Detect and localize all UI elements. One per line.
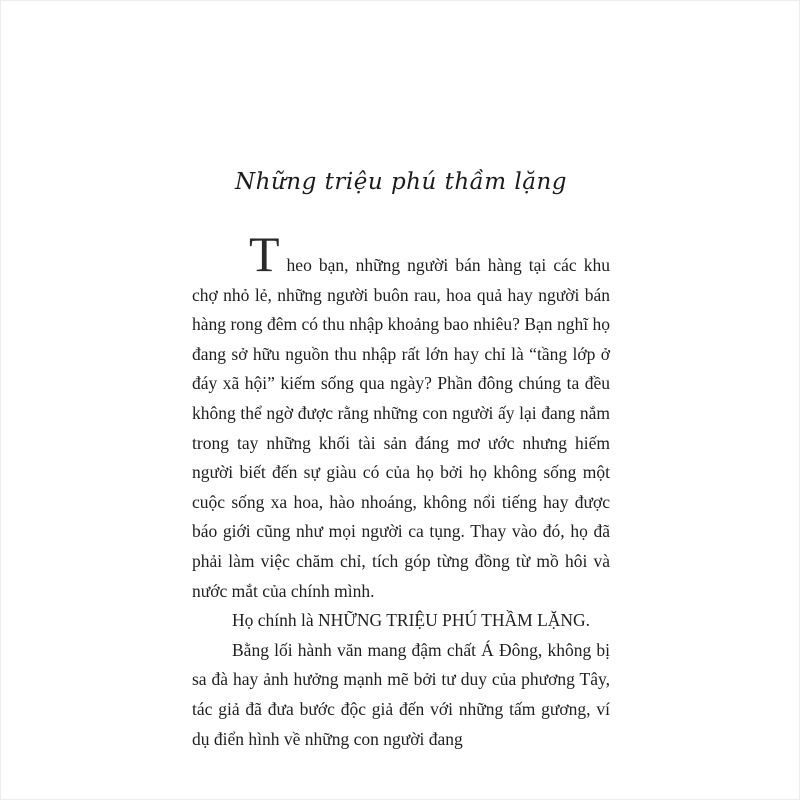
paragraph-1 bbox=[192, 226, 610, 606]
paragraph-1-text: heo bạn, những người bán hàng tại các khu chợ nhỏ lẻ, những người buôn rau, hoa quả hay người bán hàng rong đêm có thu nhập khoảng bao nhiêu? Bạn nghĩ họ đang sở hữu nguồn thu nhập rất lớn hay chỉ là “tầng lớp ở đáy xã hội” kiếm sống qua ngày? Phần đông chúng ta đều không thể ngờ được rằng những con người ấy lại đang nắm trong tay những khối tài sản đáng mơ ước nhưng hiếm người biết đến sự giàu có của họ bởi họ không sống một cuộc sống xa hoa, hào nhoáng, không nổi tiếng hay được báo giới cũng như mọi người ca tụng. Thay vào đó, họ đã phải làm việc chăm chỉ, tích góp từng đồng từ mồ hôi và nước mắt của chính mình. bbox=[192, 255, 610, 601]
chapter-title: Những triệu phú thầm lặng bbox=[235, 169, 567, 195]
page-text-column bbox=[192, 169, 610, 754]
paragraph-3: Bằng lối hành văn mang đậm chất Á Đông, không bị sa đà hay ảnh hưởng mạnh mẽ bởi tư duy của phương Tây, tác giả đã đưa bước độc giả đến với những tấm gương, ví dụ điển hình về những con người đang bbox=[192, 639, 610, 749]
paragraph-2: Họ chính là NHỮNG TRIỆU PHÚ THẦM LẶNG. bbox=[232, 610, 591, 631]
drop-cap-initial: T bbox=[249, 226, 280, 282]
